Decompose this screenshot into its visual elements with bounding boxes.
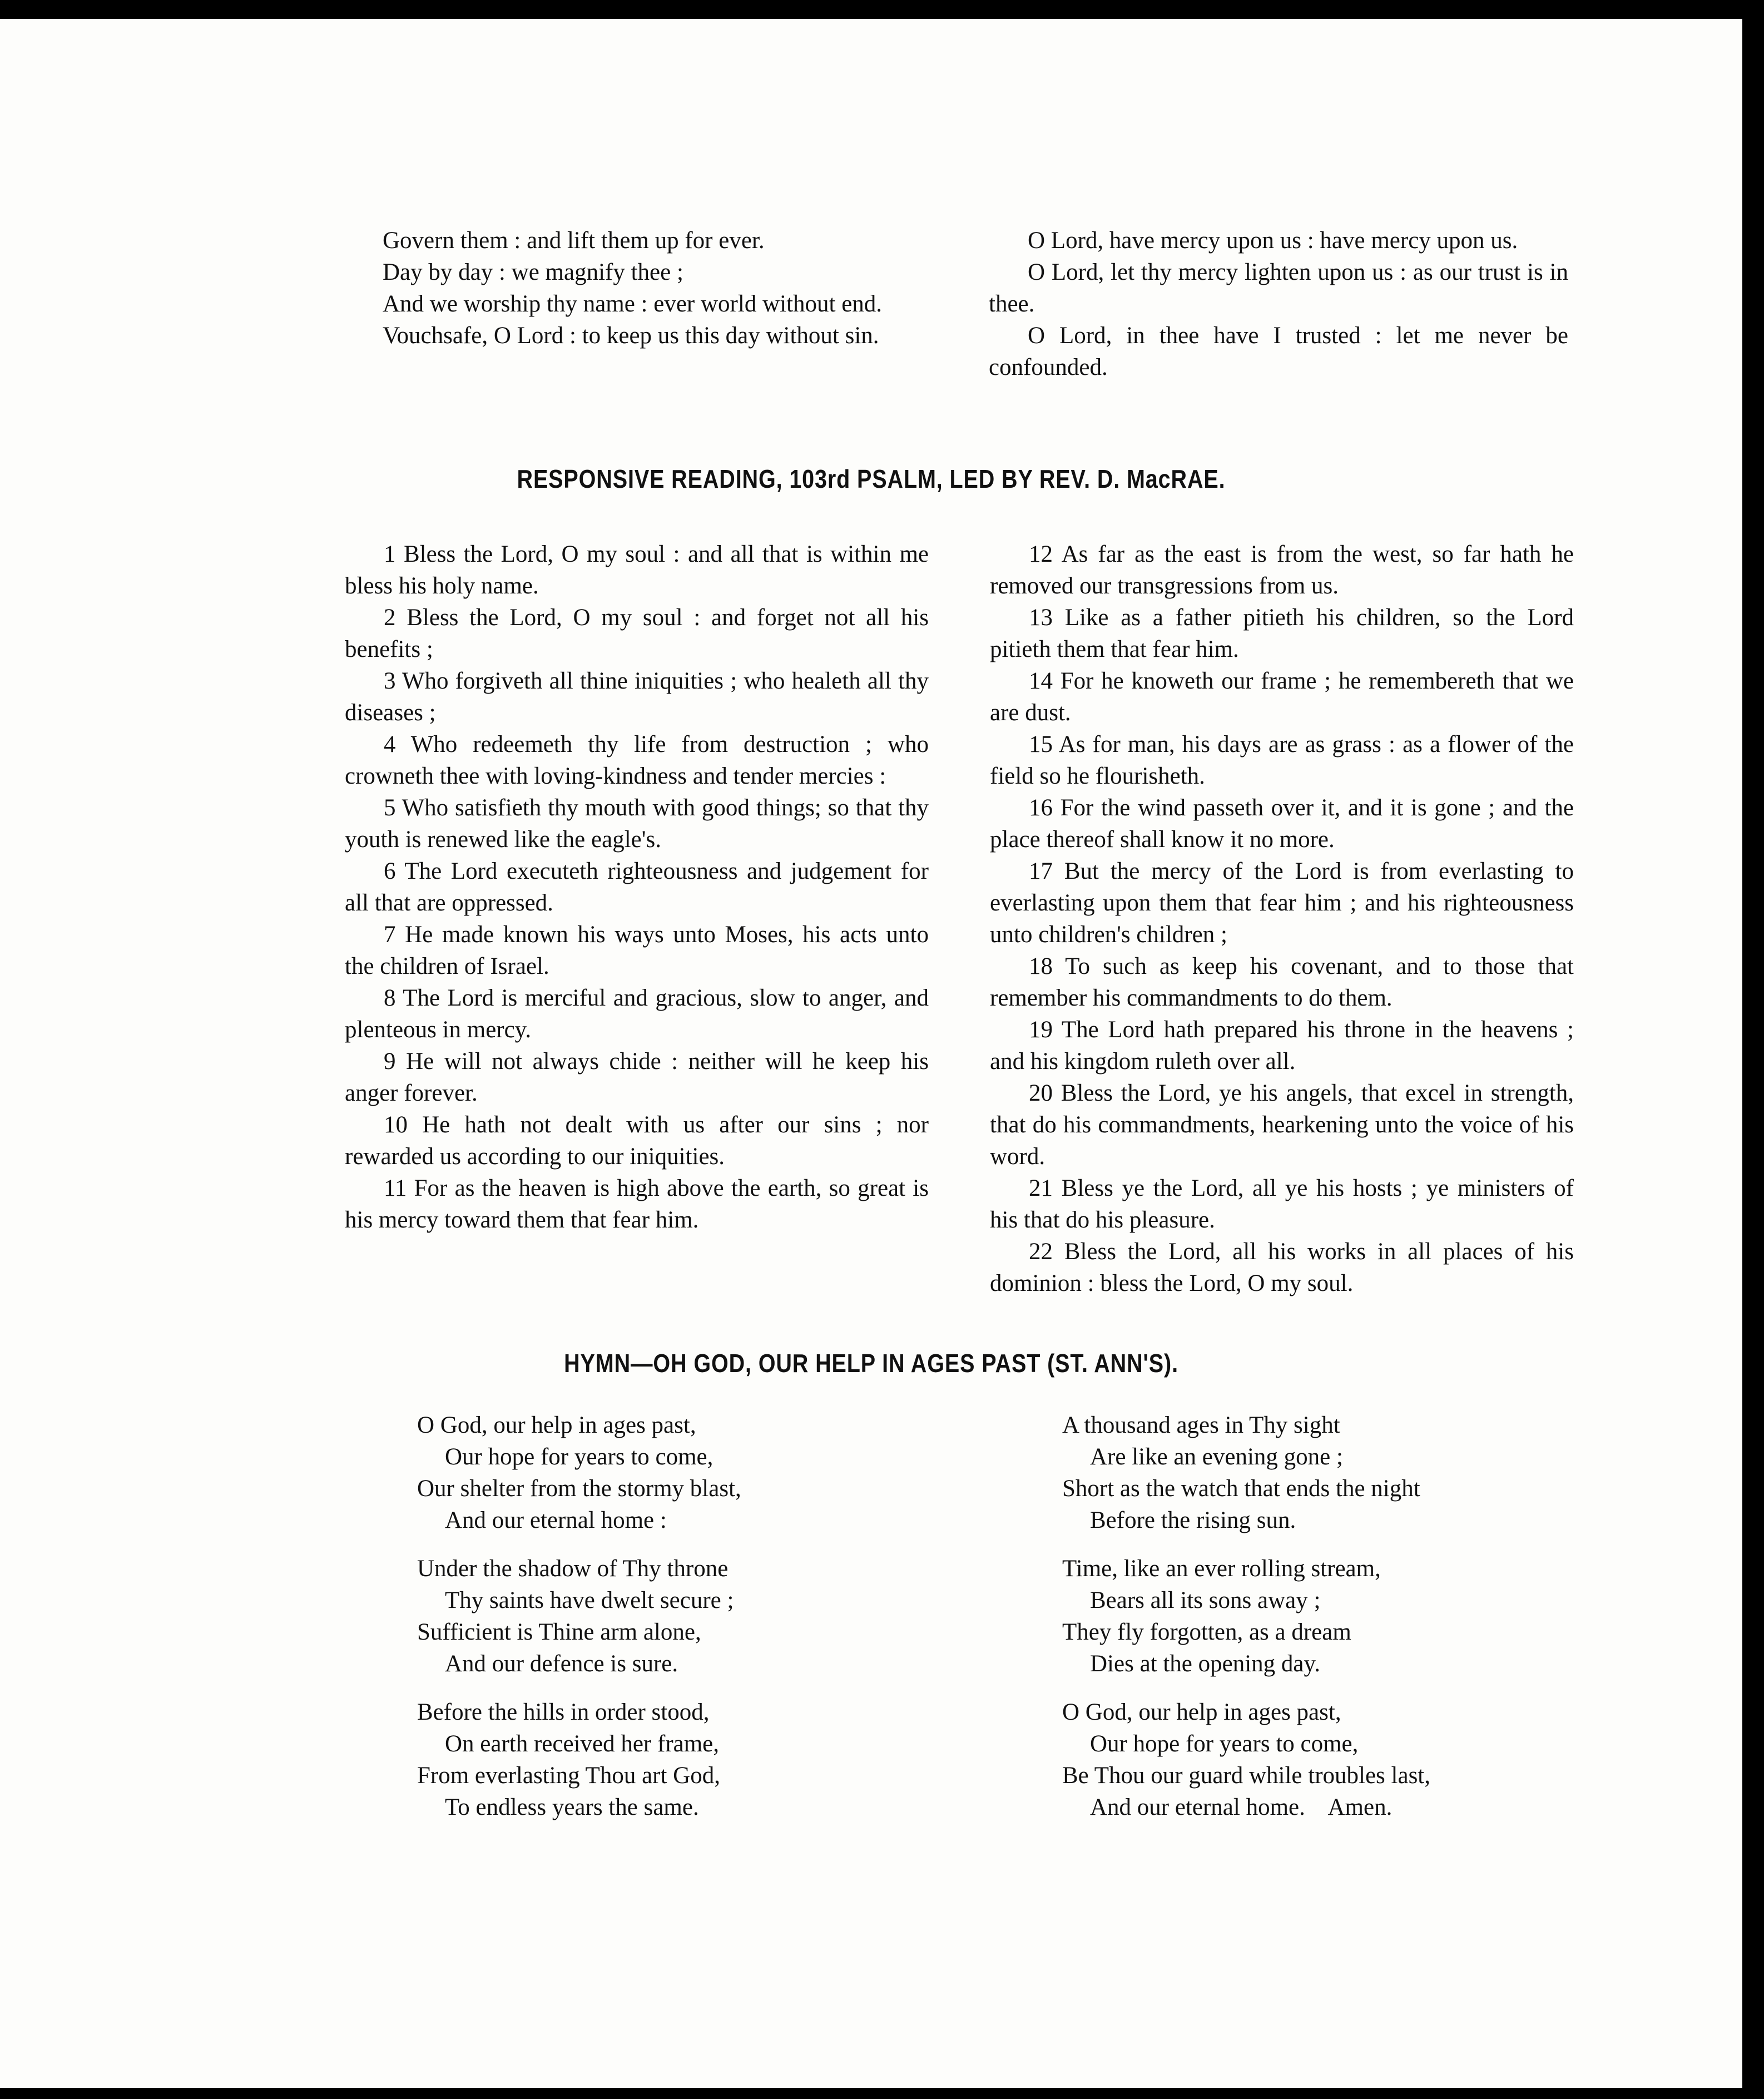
hymn-stanza — [417, 1409, 918, 1536]
hymn-stanza — [417, 1553, 918, 1680]
hymn-line: Time, like an ever rolling stream, — [1062, 1556, 1381, 1582]
verse-paragraph: Govern them : and lift them up for ever. — [383, 227, 765, 254]
hymn-line: O God, our help in ages past, — [417, 1412, 696, 1438]
hymn-line: Our shelter from the stormy blast, — [417, 1476, 741, 1502]
hymn-line: Before the rising sun. — [1090, 1507, 1296, 1533]
scanned-page — [0, 19, 1742, 2088]
hymn-line: Be Thou our guard while troubles last, — [1062, 1763, 1431, 1789]
top-right-column — [989, 225, 1568, 383]
psalm-verse: 20 Bless the Lord, ye his angels, that excel in strength, that do his commandments, hearkening unto the voice of his word. — [990, 1080, 1574, 1170]
hymn-line: Thy saints have dwelt secure ; — [445, 1587, 734, 1613]
psalm-section — [345, 538, 1574, 1299]
psalm-verse: 5 Who satisfieth thy mouth with good things; so that thy youth is renewed like the eagle's. — [345, 795, 929, 853]
hymn-line: Our hope for years to come, — [1090, 1731, 1359, 1757]
psalm-verse: 14 For he knoweth our frame ; he remembereth that we are dust. — [990, 668, 1574, 726]
hymn-line: From everlasting Thou art God, — [417, 1763, 720, 1789]
psalm-verse: 12 As far as the east is from the west, so far hath he removed our transgressions from us. — [990, 541, 1574, 599]
psalm-left-column — [345, 538, 929, 1299]
hymn-line: To endless years the same. — [445, 1794, 699, 1820]
psalm-verse: 21 Bless ye the Lord, all ye his hosts ; ye ministers of his that do his pleasure. — [990, 1175, 1574, 1233]
verse-paragraph: O Lord, in thee have I trusted : let me never be confounded. — [989, 323, 1568, 380]
psalm-verse: 4 Who redeemeth thy life from destruction ; who crowneth thee with loving-kindness and tender mercies : — [345, 731, 929, 789]
verse-paragraph: O Lord, have mercy upon us : have mercy upon us. — [1028, 227, 1518, 254]
hymn-right-column — [1062, 1409, 1590, 1840]
hymn-line: Our hope for years to come, — [445, 1444, 713, 1470]
psalm-verse: 6 The Lord executeth righteousness and judgement for all that are oppressed. — [345, 858, 929, 916]
psalm-right-column — [990, 538, 1574, 1299]
psalm-verse: 18 To such as keep his covenant, and to those that remember his commandments to do them. — [990, 953, 1574, 1011]
hymn-stanza — [1062, 1696, 1590, 1823]
hymn-stanza — [1062, 1553, 1590, 1680]
hymn-line: Dies at the opening day. — [1090, 1651, 1320, 1677]
psalm-verse: 22 Bless the Lord, all his works in all places of his dominion : bless the Lord, O my soul. — [990, 1239, 1574, 1296]
hymn-left-column — [417, 1409, 918, 1840]
psalm-verse: 10 He hath not dealt with us after our sins ; nor rewarded us according to our iniquities. — [345, 1112, 929, 1170]
hymn-line: Sufficient is Thine arm alone, — [417, 1619, 701, 1645]
psalm-verse: 11 For as the heaven is high above the earth, so great is his mercy toward them that fear him. — [345, 1175, 929, 1233]
verse-paragraph: And we worship thy name : ever world without end. — [383, 291, 883, 317]
psalm-verse: 13 Like as a father pitieth his children, so the Lord pitieth them that fear him. — [990, 605, 1574, 662]
hymn-line: And our eternal home : — [445, 1507, 667, 1533]
hymn-line: Under the shadow of Thy throne — [417, 1556, 729, 1582]
psalm-verse: 9 He will not always chide : neither will he keep his anger forever. — [345, 1048, 929, 1106]
verse-paragraph: Day by day : we magnify thee ; — [383, 259, 683, 285]
hymn-heading: HYMN—OH GOD, OUR HELP IN AGES PAST (ST. ANN'S). — [564, 1349, 1178, 1378]
hymn-line: Bears all its sons away ; — [1090, 1587, 1321, 1613]
top-left-column — [344, 225, 925, 383]
hymn-line: And our eternal home. Amen. — [1090, 1794, 1393, 1820]
verse-paragraph: O Lord, let thy mercy lighten upon us : as our trust is in thee. — [989, 259, 1568, 317]
verse-paragraph: Vouchsafe, O Lord : to keep us this day without sin. — [383, 323, 879, 349]
hymn-line: And our defence is sure. — [445, 1651, 678, 1677]
hymn-stanza — [417, 1696, 918, 1823]
psalm-heading: RESPONSIVE READING, 103rd PSALM, LED BY REV. D. MacRAE. — [517, 464, 1226, 493]
hymn-line: On earth received her frame, — [445, 1731, 720, 1757]
hymn-line: Are like an evening gone ; — [1090, 1444, 1343, 1470]
hymn-line: Short as the watch that ends the night — [1062, 1476, 1420, 1502]
psalm-verse: 15 As for man, his days are as grass : as a flower of the field so he flourisheth. — [990, 731, 1574, 789]
psalm-verse: 3 Who forgiveth all thine iniquities ; who healeth all thy diseases ; — [345, 668, 929, 726]
hymn-stanza — [1062, 1409, 1590, 1536]
hymn-line: A thousand ages in Thy sight — [1062, 1412, 1340, 1438]
psalm-verse: 19 The Lord hath prepared his throne in the heavens ; and his kingdom ruleth over all. — [990, 1017, 1574, 1075]
psalm-verse: 8 The Lord is merciful and gracious, slow to anger, and plenteous in mercy. — [345, 985, 929, 1043]
psalm-verse: 7 He made known his ways unto Moses, his acts unto the children of Israel. — [345, 922, 929, 979]
psalm-verse: 16 For the wind passeth over it, and it is gone ; and the place thereof shall know it no more. — [990, 795, 1574, 853]
psalm-verse: 2 Bless the Lord, O my soul : and forget not all his benefits ; — [345, 605, 929, 662]
hymn-line: Before the hills in order stood, — [417, 1699, 710, 1725]
hymn-line: O God, our help in ages past, — [1062, 1699, 1341, 1725]
hymn-line: They fly forgotten, as a dream — [1062, 1619, 1351, 1645]
top-section — [344, 225, 1568, 383]
psalm-verse: 17 But the mercy of the Lord is from everlasting to everlasting upon them that fear him ; and his righteousness unto children's children ; — [990, 858, 1574, 948]
psalm-verse: 1 Bless the Lord, O my soul : and all that is within me bless his holy name. — [345, 541, 929, 599]
